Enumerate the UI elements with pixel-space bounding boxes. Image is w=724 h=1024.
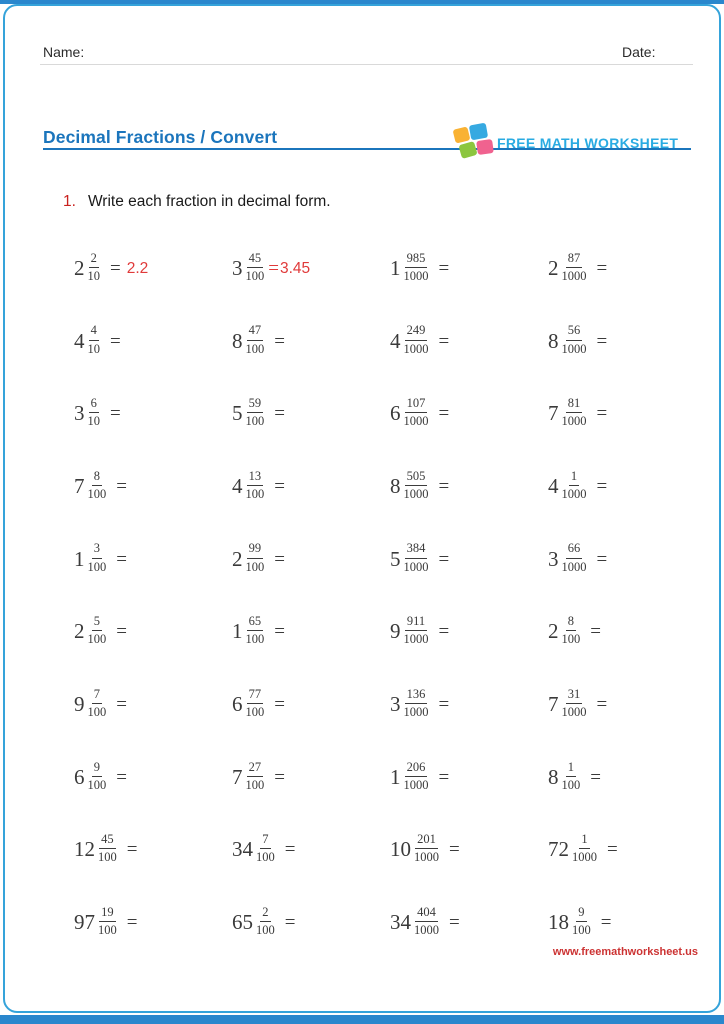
- fraction: [98, 906, 117, 937]
- problem-item: [58, 814, 216, 887]
- problem-item: [532, 377, 690, 450]
- whole-number: 3: [390, 691, 401, 716]
- fraction-denominator: 100: [98, 850, 117, 865]
- equals-sign: =: [596, 548, 608, 570]
- equals-sign: =: [116, 766, 127, 788]
- problem-item: [58, 523, 216, 596]
- whole-number: 4: [548, 473, 559, 498]
- whole-number: 6: [74, 764, 85, 789]
- fraction-denominator: 100: [561, 632, 581, 647]
- problem-item: [58, 886, 216, 959]
- equals-sign: =: [590, 621, 601, 643]
- problem-item: [374, 305, 532, 378]
- fraction-denominator: 1000: [403, 341, 429, 356]
- equals-sign: =: [596, 693, 608, 715]
- logo-block-green: [458, 141, 477, 159]
- whole-number: 10: [390, 837, 411, 862]
- page-title: Decimal Fractions / Convert: [43, 127, 278, 147]
- whole-number: 7: [548, 401, 559, 426]
- problem-item: [216, 450, 374, 523]
- fraction-denominator: 100: [87, 704, 107, 719]
- fraction-numerator: 47: [247, 324, 264, 340]
- fraction-numerator: 3: [92, 542, 102, 558]
- whole-number: 65: [232, 910, 253, 935]
- fraction-numerator: 87: [566, 252, 583, 268]
- fraction-denominator: 100: [87, 777, 107, 792]
- fraction-denominator: 1000: [561, 704, 587, 719]
- problem-item: [532, 523, 690, 596]
- equals-sign: =: [438, 403, 450, 425]
- fraction-numerator: 9: [576, 906, 586, 922]
- problem-item: [216, 814, 374, 887]
- equals-sign: =: [590, 766, 601, 788]
- fraction-denominator: 100: [256, 850, 275, 865]
- fraction-denominator: 100: [98, 923, 117, 938]
- fraction-numerator: 985: [405, 252, 428, 268]
- fraction-numerator: 5: [92, 615, 102, 631]
- whole-number: 4: [232, 473, 243, 498]
- whole-number: 2: [548, 255, 559, 280]
- problem-item: [532, 305, 690, 378]
- fraction: [88, 688, 107, 719]
- fraction-numerator: 384: [405, 542, 428, 558]
- equals-sign: =: [126, 912, 138, 934]
- whole-number: 1: [74, 546, 85, 571]
- problem-item: [216, 232, 374, 305]
- whole-number: 1: [390, 764, 401, 789]
- fraction-numerator: 107: [405, 397, 428, 413]
- fraction: [414, 906, 439, 937]
- fraction: [562, 542, 587, 573]
- whole-number: 1: [390, 255, 401, 280]
- whole-number: 5: [232, 401, 243, 426]
- fraction-numerator: 13: [247, 470, 264, 486]
- fraction: [246, 324, 265, 355]
- problem-item: [374, 668, 532, 741]
- fraction: [562, 688, 587, 719]
- fraction-numerator: 505: [405, 470, 428, 486]
- fraction-denominator: 1000: [561, 268, 587, 283]
- fraction-denominator: 100: [245, 486, 265, 501]
- fraction-denominator: 10: [87, 414, 100, 429]
- fraction: [404, 761, 429, 792]
- equals-sign: =: [596, 257, 608, 279]
- problem-item: [374, 814, 532, 887]
- instruction-text: Write each fraction in decimal form.: [87, 193, 331, 210]
- fraction-denominator: 1000: [403, 559, 429, 574]
- equals-sign: =: [126, 839, 138, 861]
- equals-sign: =: [274, 693, 285, 715]
- fraction-denominator: 100: [245, 268, 265, 283]
- problem-item: [58, 377, 216, 450]
- fraction-numerator: 6: [89, 397, 99, 413]
- problem-item: [532, 668, 690, 741]
- fraction: [562, 324, 587, 355]
- fraction: [562, 397, 587, 428]
- whole-number: 34: [232, 837, 253, 862]
- fraction: [562, 615, 581, 646]
- fraction: [98, 833, 117, 864]
- whole-number: 7: [232, 764, 243, 789]
- whole-number: 4: [390, 328, 401, 353]
- problem-item: [216, 595, 374, 668]
- equals-sign: =: [596, 330, 608, 352]
- problem-item: [374, 523, 532, 596]
- logo-block-blue: [469, 123, 488, 141]
- fraction: [88, 615, 107, 646]
- whole-number: 2: [548, 619, 559, 644]
- equals-sign: =: [274, 330, 285, 352]
- name-date-underline: [40, 64, 693, 65]
- problem-item: [374, 595, 532, 668]
- fraction-denominator: 10: [87, 268, 100, 283]
- equals-sign: =: [449, 839, 460, 861]
- fraction: [404, 252, 429, 283]
- equals-sign: =: [110, 403, 121, 425]
- fraction: [246, 252, 265, 283]
- fraction-denominator: 100: [87, 559, 107, 574]
- fraction-numerator: 45: [99, 833, 116, 849]
- fraction-denominator: 1000: [572, 850, 597, 865]
- instruction: [63, 193, 331, 211]
- whole-number: 9: [390, 619, 401, 644]
- equals-sign: =: [449, 912, 460, 934]
- fraction-denominator: 100: [87, 486, 107, 501]
- fraction-numerator: 1: [569, 470, 579, 486]
- whole-number: 18: [548, 910, 569, 935]
- problem-item: [58, 668, 216, 741]
- fraction-denominator: 10: [87, 341, 100, 356]
- fraction-numerator: 206: [405, 761, 428, 777]
- fraction-numerator: 59: [247, 397, 264, 413]
- fraction-numerator: 136: [405, 688, 428, 704]
- whole-number: 1: [232, 619, 243, 644]
- whole-number: 97: [74, 910, 95, 935]
- problem-item: [374, 741, 532, 814]
- fraction-numerator: 8: [566, 615, 576, 631]
- fraction: [246, 615, 265, 646]
- problem-item: [58, 595, 216, 668]
- fraction-numerator: 19: [99, 906, 116, 922]
- fraction: [404, 397, 429, 428]
- fraction: [404, 688, 429, 719]
- fraction-numerator: 201: [415, 833, 438, 849]
- whole-number: 8: [548, 328, 559, 353]
- fraction-numerator: 66: [566, 542, 583, 558]
- fraction-denominator: 1000: [403, 486, 429, 501]
- problem-item: [58, 305, 216, 378]
- fraction: [88, 397, 101, 428]
- equals-sign: =: [110, 330, 121, 352]
- whole-number: 6: [232, 691, 243, 716]
- equals-sign: =: [438, 257, 450, 279]
- problem-item: [532, 232, 690, 305]
- problem-item: [532, 814, 690, 887]
- whole-number: 5: [390, 546, 401, 571]
- equals-sign: =: [274, 621, 285, 643]
- fraction: [404, 324, 429, 355]
- fraction-denominator: 1000: [561, 341, 587, 356]
- fraction-numerator: 9: [92, 761, 102, 777]
- fraction-numerator: 99: [247, 542, 264, 558]
- fraction: [88, 761, 107, 792]
- equals-sign: =: [284, 912, 296, 934]
- answer-value: 3.45: [279, 259, 311, 277]
- problem-item: [58, 232, 216, 305]
- problem-item: [374, 450, 532, 523]
- problem-item: [532, 741, 690, 814]
- equals-sign: =: [438, 330, 450, 352]
- logo-blocks-icon: [453, 124, 497, 166]
- whole-number: 8: [548, 764, 559, 789]
- fraction-denominator: 100: [245, 632, 265, 647]
- fraction-numerator: 404: [415, 906, 438, 922]
- whole-number: 2: [74, 255, 85, 280]
- page-bottom-edge: [0, 1015, 724, 1024]
- equals-sign: =: [600, 912, 612, 934]
- fraction: [88, 542, 107, 573]
- brand-text: FREE MATH WORKSHEET: [497, 135, 679, 151]
- fraction-numerator: 8: [92, 470, 102, 486]
- problem-item: [374, 377, 532, 450]
- equals-sign: =: [438, 621, 450, 643]
- fraction-denominator: 100: [245, 559, 265, 574]
- fraction-denominator: 100: [245, 414, 265, 429]
- whole-number: 72: [548, 837, 569, 862]
- fraction: [246, 397, 265, 428]
- problem-item: [374, 886, 532, 959]
- footer-link[interactable]: www.freemathworksheet.us: [552, 946, 698, 958]
- fraction-numerator: 77: [247, 688, 264, 704]
- fraction-denominator: 1000: [414, 850, 439, 865]
- whole-number: 2: [232, 546, 243, 571]
- fraction-numerator: 7: [260, 833, 270, 849]
- fraction: [572, 906, 591, 937]
- problem-item: [532, 595, 690, 668]
- problem-item: [216, 377, 374, 450]
- fraction-denominator: 100: [245, 777, 265, 792]
- answer-value: 2.2: [126, 259, 149, 277]
- fraction-denominator: 100: [245, 341, 265, 356]
- fraction-numerator: 911: [405, 615, 427, 631]
- equals-sign: =: [116, 475, 127, 497]
- fraction: [562, 761, 581, 792]
- fraction-denominator: 1000: [561, 486, 587, 501]
- whole-number: 34: [390, 910, 411, 935]
- fraction-numerator: 31: [566, 688, 583, 704]
- whole-number: 9: [74, 691, 85, 716]
- problem-item: [58, 741, 216, 814]
- whole-number: 8: [232, 328, 243, 353]
- fraction-numerator: 1: [566, 761, 576, 777]
- whole-number: 4: [74, 328, 85, 353]
- equals-sign: =: [274, 766, 285, 788]
- fraction-denominator: 1000: [403, 777, 429, 792]
- fraction-numerator: 249: [405, 324, 428, 340]
- fraction: [246, 470, 265, 501]
- fraction: [88, 252, 101, 283]
- fraction: [246, 688, 265, 719]
- problem-item: [216, 886, 374, 959]
- fraction-denominator: 100: [87, 632, 107, 647]
- fraction: [404, 542, 429, 573]
- equals-sign: =: [284, 839, 296, 861]
- fraction: [572, 833, 597, 864]
- fraction: [562, 252, 587, 283]
- fraction-denominator: 1000: [561, 414, 587, 429]
- problem-item: [216, 741, 374, 814]
- whole-number: 12: [74, 837, 95, 862]
- fraction-denominator: 100: [561, 777, 581, 792]
- logo-block-yellow: [453, 126, 471, 143]
- fraction-denominator: 1000: [403, 704, 429, 719]
- whole-number: 2: [74, 619, 85, 644]
- whole-number: 3: [74, 401, 85, 426]
- fraction: [88, 324, 101, 355]
- fraction: [414, 833, 439, 864]
- problem-item: [216, 523, 374, 596]
- equals-sign: =: [110, 257, 121, 279]
- equals-sign: =: [116, 548, 127, 570]
- equals-sign: =: [274, 403, 285, 425]
- equals-sign: =: [438, 548, 450, 570]
- whole-number: 7: [74, 473, 85, 498]
- fraction: [246, 761, 265, 792]
- fraction-denominator: 1000: [403, 414, 429, 429]
- equals-sign: =: [596, 403, 608, 425]
- equals-sign: =: [438, 693, 450, 715]
- problem-item: [216, 668, 374, 741]
- fraction-numerator: 45: [247, 252, 264, 268]
- page-top-edge: [0, 0, 724, 4]
- fraction: [256, 833, 275, 864]
- problem-item: [216, 305, 374, 378]
- fraction: [404, 615, 429, 646]
- fraction-denominator: 1000: [403, 268, 429, 283]
- fraction-numerator: 2: [260, 906, 270, 922]
- date-label: Date:: [622, 44, 656, 60]
- fraction-numerator: 7: [92, 688, 102, 704]
- fraction-numerator: 2: [89, 252, 99, 268]
- fraction-numerator: 65: [247, 615, 264, 631]
- problems-grid: [58, 232, 690, 959]
- whole-number: 3: [232, 255, 243, 280]
- whole-number: 3: [548, 546, 559, 571]
- fraction: [256, 906, 275, 937]
- fraction-numerator: 27: [247, 761, 264, 777]
- fraction-numerator: 4: [89, 324, 99, 340]
- equals-sign: =: [596, 475, 608, 497]
- logo-block-pink: [476, 139, 494, 155]
- equals-sign: =: [274, 475, 285, 497]
- fraction-denominator: 100: [245, 704, 265, 719]
- fraction-numerator: 81: [566, 397, 583, 413]
- instruction-number: 1.: [63, 193, 76, 210]
- equals-sign: =: [438, 766, 450, 788]
- fraction-numerator: 1: [579, 833, 589, 849]
- fraction: [246, 542, 265, 573]
- equals-sign: =: [274, 548, 285, 570]
- whole-number: 7: [548, 691, 559, 716]
- name-label: Name:: [43, 44, 85, 60]
- equals-sign: =: [438, 475, 450, 497]
- problem-item: [532, 450, 690, 523]
- equals-sign: =: [607, 839, 618, 861]
- whole-number: 6: [390, 401, 401, 426]
- fraction-denominator: 100: [256, 923, 275, 938]
- fraction-denominator: 1000: [403, 632, 429, 647]
- fraction-numerator: 56: [566, 324, 583, 340]
- fraction-denominator: 1000: [561, 559, 587, 574]
- problem-item: [374, 232, 532, 305]
- equals-sign: =: [268, 257, 279, 279]
- fraction: [88, 470, 107, 501]
- fraction-denominator: 100: [572, 923, 591, 938]
- fraction: [404, 470, 429, 501]
- fraction-denominator: 1000: [414, 923, 439, 938]
- fraction: [562, 470, 587, 501]
- equals-sign: =: [116, 693, 127, 715]
- whole-number: 8: [390, 473, 401, 498]
- equals-sign: =: [116, 621, 127, 643]
- problem-item: [58, 450, 216, 523]
